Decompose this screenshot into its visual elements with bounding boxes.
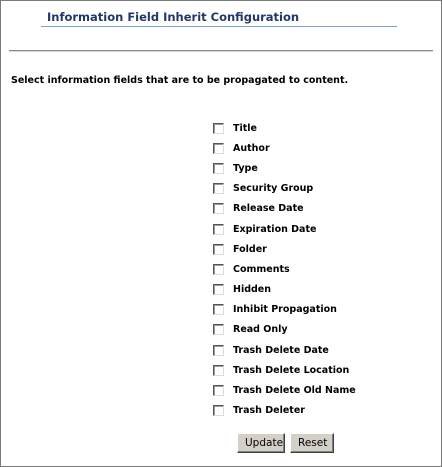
title-checkbox[interactable] bbox=[213, 123, 224, 134]
field-row-author bbox=[213, 138, 413, 158]
field-row-trash-delete-old-name bbox=[213, 380, 413, 400]
field-row-title bbox=[213, 118, 413, 138]
field-label: Title bbox=[233, 122, 257, 134]
field-label: Trash Delete Date bbox=[233, 344, 329, 356]
type-checkbox[interactable] bbox=[213, 163, 224, 174]
read-only-checkbox[interactable] bbox=[213, 324, 224, 335]
field-label: Comments bbox=[233, 263, 290, 275]
trash-delete-old-name-checkbox[interactable] bbox=[213, 385, 224, 396]
expiration-date-checkbox[interactable] bbox=[213, 224, 224, 235]
field-row-folder bbox=[213, 239, 413, 259]
field-label: Read Only bbox=[233, 324, 288, 336]
field-label: Trash Deleter bbox=[233, 405, 305, 417]
security-group-checkbox[interactable] bbox=[213, 183, 224, 194]
hidden-checkbox[interactable] bbox=[213, 284, 224, 295]
form-buttons bbox=[237, 433, 334, 453]
field-label: Hidden bbox=[233, 284, 272, 296]
field-row-read-only bbox=[213, 320, 413, 340]
field-label: Security Group bbox=[233, 183, 314, 195]
field-row-release-date bbox=[213, 199, 413, 219]
field-row-comments bbox=[213, 259, 413, 279]
trash-delete-date-checkbox[interactable] bbox=[213, 345, 224, 356]
header-divider bbox=[9, 50, 433, 52]
field-row-trash-deleter bbox=[213, 401, 413, 421]
field-label: Folder bbox=[233, 243, 267, 255]
inhibit-propagation-checkbox[interactable] bbox=[213, 304, 224, 315]
reset-button[interactable]: Reset bbox=[290, 433, 334, 453]
update-button[interactable]: Update bbox=[237, 433, 285, 453]
comments-checkbox[interactable] bbox=[213, 264, 224, 275]
field-row-trash-delete-location bbox=[213, 360, 413, 380]
page-title: Information Field Inherit Configuration bbox=[47, 10, 300, 24]
field-label: Author bbox=[233, 142, 270, 154]
field-row-hidden bbox=[213, 280, 413, 300]
field-checkbox-list bbox=[213, 118, 413, 421]
field-row-inhibit-propagation bbox=[213, 300, 413, 320]
field-label: Release Date bbox=[233, 203, 304, 215]
field-row-expiration-date bbox=[213, 219, 413, 239]
trash-deleter-checkbox[interactable] bbox=[213, 405, 224, 416]
folder-checkbox[interactable] bbox=[213, 244, 224, 255]
field-label: Trash Delete Location bbox=[233, 364, 350, 376]
author-checkbox[interactable] bbox=[213, 143, 224, 154]
field-label: Inhibit Propagation bbox=[233, 304, 337, 316]
trash-delete-location-checkbox[interactable] bbox=[213, 365, 224, 376]
instructions-text: Select information fields that are to be propagated to content. bbox=[11, 75, 349, 86]
field-row-trash-delete-date bbox=[213, 340, 413, 360]
release-date-checkbox[interactable] bbox=[213, 203, 224, 214]
field-row-type bbox=[213, 158, 413, 178]
field-label: Expiration Date bbox=[233, 223, 317, 235]
field-label: Trash Delete Old Name bbox=[233, 385, 356, 397]
title-underline bbox=[41, 26, 397, 27]
field-label: Type bbox=[233, 162, 258, 174]
field-row-security-group bbox=[213, 179, 413, 199]
